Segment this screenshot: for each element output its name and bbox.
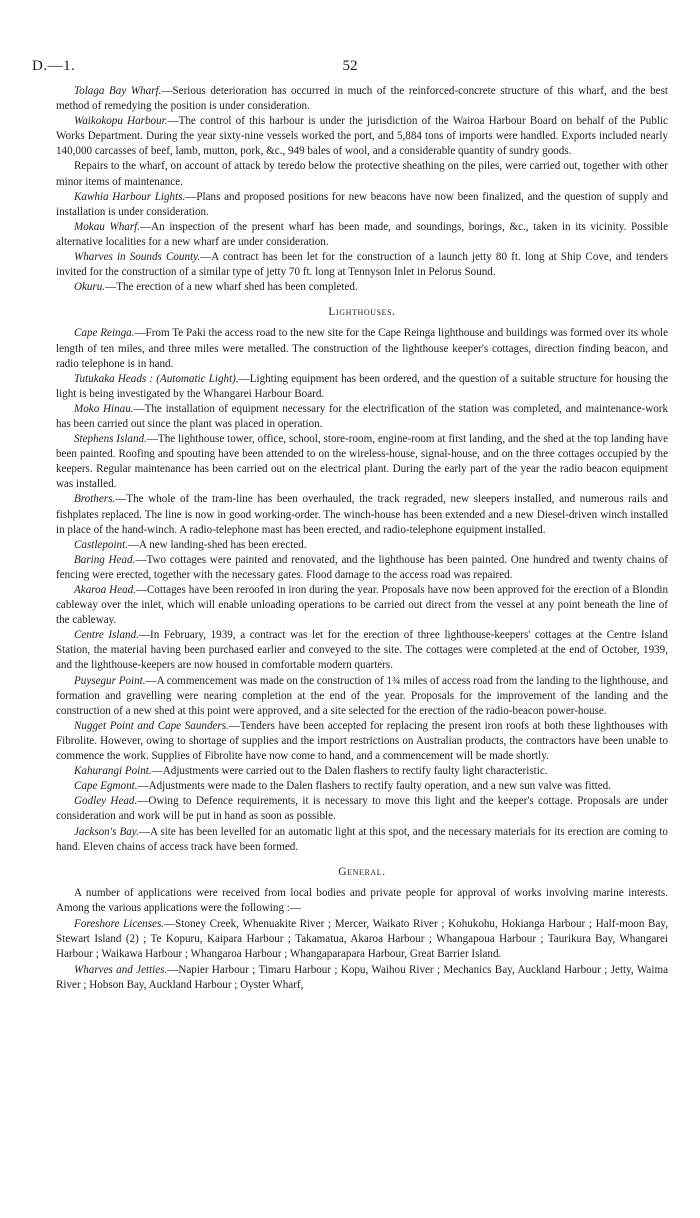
paragraph: Castlepoint.—A new landing-shed has been erected. [74, 538, 307, 551]
paragraph: Akaroa Head.—Cottages have been reroofed in iron during the year. Proposals have now been approved for the erection of a Blondin cableway over the inlet, which will enable unloading operations to be carried out direct from the vessel at any point beneath the line of the cableway. [56, 584, 668, 627]
paragraph: Wharves and Jetties.—Napier Harbour ; Timaru Harbour ; Kopu, Waihou River ; Mechanics Bay, Auckland Harbour ; Jetty, Waima River ; Hobson Bay, Auckland Harbour ; Oyster Wharf, [56, 963, 668, 992]
paragraph: Repairs to the wharf, on account of attack by teredo below the protective sheathing on the piles, were carried out, together with other minor items of maintenance. [56, 160, 668, 188]
paragraph: Tolaga Bay Wharf.—Serious deterioration has occurred in much of the reinforced-concrete structure of this wharf, and the best method of remedying the position is under consideration. [56, 85, 668, 113]
document-reference: D.—1. [32, 58, 76, 74]
paragraph: Stephens Island.—The lighthouse tower, office, school, store-room, engine-room at first landing, and the shed at the top landing have been painted. Roofing and spouting have been attended to on the wireless-house, signal-house, and on the three cottages occupied by the keepers. Regular maintenance has been carried out on the electrical plant. During the early part of the year the radio beacon equipment was installed. [56, 433, 668, 491]
paragraph: Nugget Point and Cape Saunders.—Tenders have been accepted for replacing the present iron roofs at both these lighthouses with Fibrolite. However, owing to shortage of supplies and the import restrictions on Australian products, the contractors have been unable to commence the work. Supplies of Fibrolite have now come to hand, and a commencement will be made shortly. [56, 719, 668, 763]
paragraph: Kahurangi Point.—Adjustments were carried out to the Dalen flashers to rectify faulty light characteristic. [74, 765, 548, 778]
paragraph: Kawhia Harbour Lights.—Plans and proposed positions for new beacons have now been finalized, and the question of supply and installation is under consideration. [56, 190, 668, 218]
paragraph: Mokau Wharf.—An inspection of the present wharf has been made, and soundings, borings, &c., taken in its vicinity. Possible alternative localities for a new wharf are under consideration. [56, 220, 668, 248]
page-number: 52 [342, 58, 358, 74]
paragraph: Centre Island.—In February, 1939, a contract was let for the erection of three lighthouse-keepers' cottages at the Centre Island Station, the material having been purchased earlier and conveyed to the site. The cottages were completed at the end of October, 1939, and the lighthouse-keepers are now housed in comfortable modern quarters. [56, 629, 668, 672]
section-heading-lighthouses: Lighthouses. [328, 306, 396, 319]
paragraph: Moko Hinau.—The installation of equipment necessary for the electrification of the station was completed, and maintenance-work has been carried out since the plant was placed in operation. [56, 402, 668, 430]
paragraph: Cape Egmont.—Adjustments were made to the Dalen flashers to rectify faulty operation, and a new sun valve was fitted. [74, 780, 611, 793]
paragraph: Godley Head.—Owing to Defence requirements, it is necessary to move this light and the keeper's cottage. Proposals are under consideration and work will be put in hand as soon as possible. [56, 795, 668, 823]
paragraph: Okuru.—The erection of a new wharf shed has been completed. [74, 281, 358, 294]
paragraph: A number of applications were received from local bodies and private people for approval of works involving marine interests. Among the various applications were the following :— [56, 886, 668, 915]
paragraph: Waikokopu Harbour.—The control of this harbour is under the jurisdiction of the Wairoa Harbour Board on behalf of the Public Works Department. During the year sixty-nine vessels worked the port, and 5,884 tons of imports were handled. Exports included nearly 140,000 carcasses of beef, lamb, mutton, pork, &c., 949 bales of wool, and a considerable quantity of sundry goods. [56, 115, 668, 158]
section-heading-general: General. [338, 865, 386, 878]
paragraph: Foreshore Licenses.—Stoney Creek, Whenuakite River ; Mercer, Waikato River ; Kohukohu, Hokianga Harbour ; Half-moon Bay, Stewart Island (2) ; Te Kopuru, Kaipara Harbour ; Takamatua, Akaroa Harbour ; Whangapoua Harbour ; Taurikura Bay, Whangarei Harbour ; Waikawa Harbour ; Whangaroa Harbour ; Whangaparapara Harbour, Great Barrier Island. [56, 917, 668, 961]
paragraph: Tutukaka Heads : (Automatic Light).—Lighting equipment has been ordered, and the question of a suitable structure for housing the light is being investigated by the Whangarei Harbour Board. [56, 372, 668, 400]
paragraph: Puysegur Point.—A commencement was made on the construction of 1¾ miles of access road from the landing to the lighthouse, and formation and gravelling were nearing completion at the end of the year. Proposals for the improvement of the landing and the construction of a new shed at this point were approved, and a site selected for the erection of the radio-beacon power-house. [56, 674, 668, 717]
paragraph: Baring Head.—Two cottages were painted and renovated, and the lighthouse has been painted. One hundred and twenty chains of fencing were erected, together with the necessary gates. Flood damage to the access road was repaired. [56, 553, 668, 581]
paragraph: Jackson's Bay.—A site has been levelled for an automatic light at this spot, and the necessary materials for its erection are coming to hand. Eleven chains of access track have been formed. [56, 825, 668, 853]
document-body [56, 84, 668, 994]
paragraph: Cape Reinga.—From Te Paki the access road to the new site for the Cape Reinga lighthouse and buildings was formed over its whole length of ten miles, and three miles were metalled. The construction of the lighthouse keeper's cottages, direction finding beacon, and radio telephone is in hand. [56, 327, 669, 370]
paragraph: Wharves in Sounds County.—A contract has been let for the construction of a launch jetty 80 ft. long at Ship Cove, and tenders invited for the construction of a similar type of jetty 70 ft. long at Tennyson Inlet in Pelorus Sound. [56, 251, 668, 279]
paragraph: Brothers.—The whole of the tram-line has been overhauled, the track regraded, new sleepers installed, and numerous rails and fishplates replaced. The line is now in good working-order. The winch-house has been extended and a new Diesel-driven winch installed in place of the hand-winch. A radio-telephone mast has been erected, and radio-telephone equipment installed. [56, 493, 668, 536]
